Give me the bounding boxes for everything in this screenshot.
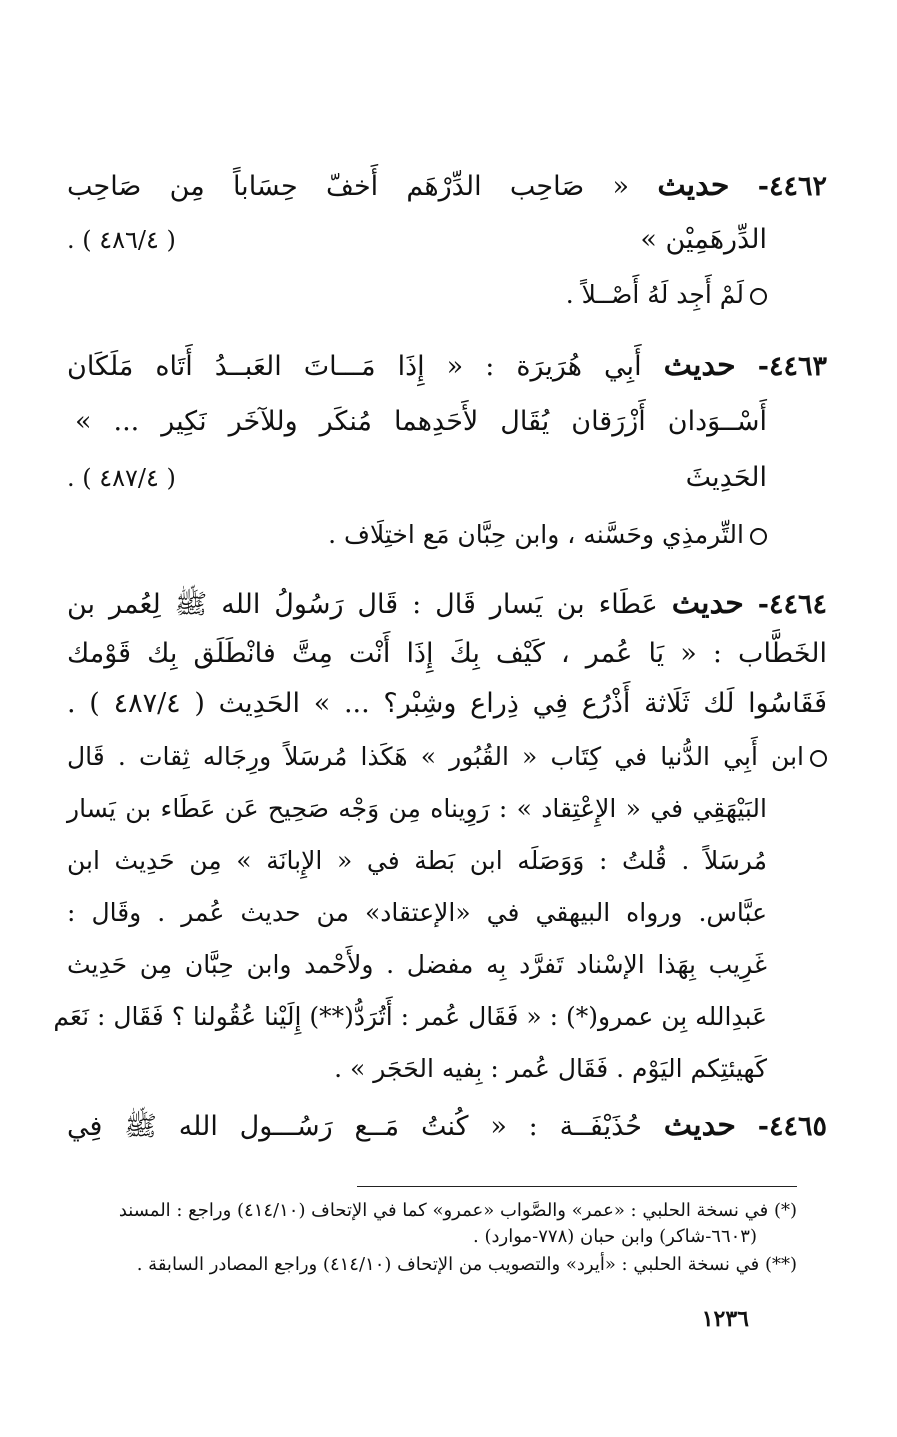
entry-number: ٤٤٦٥-: [757, 1111, 827, 1142]
circle-bullet-icon: [750, 288, 767, 305]
entry-number: ٤٤٦٢-: [757, 171, 827, 202]
entry-first-line: [67, 340, 827, 393]
entry-text-line: أَسْــوَدان أَزْرَقان يُقَال لأَحَدِهما مُنكَر وللآخَر نَكِير ... »: [75, 406, 767, 437]
entry-text-line: الخَطَّاب : « يَا عُمر ، كَيْف بِكَ إِذَا أَنْت مِتَّ فانْطَلَق بِك قَوْمك: [67, 638, 827, 669]
entry-text-line: فَقَاسُوا لَك ثَلَاثة أَذْرُع فِي ذِراع وشِبْر؟ ... » الحَدِيث ( ٤٨٧/٤ ) .: [67, 688, 827, 719]
circle-bullet-icon: [810, 750, 827, 767]
volume-page-ref: ( ٤٨٦/٤ ) .: [67, 226, 176, 254]
entry-text-line: الحَدِيثَ: [685, 462, 767, 493]
source-line: عبَّاس. ورواه البيهقي في «الإعتقاد» من حديث عُمر . وقَال :: [67, 898, 767, 927]
source-line: لَمْ أَجِد لَهُ أَصْــلاً .: [67, 270, 767, 320]
page-number: ١٢٣٦: [701, 1306, 749, 1332]
entry-keyword: حديث: [663, 348, 736, 383]
entry-number: ٤٤٦٣-: [757, 351, 827, 382]
source-line: غَرِيب بِهَذا الإسْناد تَفرَّد بِه مفضل . ولأَحْمد وابن حِبَّان مِن حَدِيث: [67, 950, 767, 979]
entry-first-line: [67, 578, 827, 631]
source-line: ابن أَبِي الدُّنيا في كِتَاب « القُبُور » هَكَذا مُرسَلاً ورِجَاله ثِقات . قَال: [67, 732, 827, 782]
entry-number: ٤٤٦٤-: [757, 589, 827, 620]
entry-text: « صَاحِب الدِّرْهَم أَخفّ حِسَاباً مِن صَاحِب: [67, 171, 630, 202]
footnote-2: (**) في نسخة الحلبي : «أيرد» والتصويب من الإتحاف (٤١٤/١٠) وراجع المصادر السابقة .: [136, 1254, 797, 1275]
entry-keyword: حديث: [663, 1108, 736, 1143]
footnote-1-continued: (٦٦٠٣-شاكر) وابن حبان (٧٧٨-موارد) .: [473, 1226, 757, 1247]
footnote-separator: [357, 1186, 797, 1187]
volume-page-ref: ( ٤٨٧/٤ ) .: [67, 464, 176, 492]
entry-text-line: الدِّرهَمِيْن »: [640, 224, 767, 255]
source-line: البَيْهَقِي في « الإِعْتِقاد » : رَوِيناه مِن وَجْه صَحِيح عَن عَطَاء بن يَسار: [67, 794, 767, 823]
footnote-1: (*) في نسخة الحلبي : «عمر» والصَّواب «عمرو» كما في الإتحاف (٤١٤/١٠) وراجع : المسند: [118, 1200, 797, 1221]
circle-bullet-icon: [750, 528, 767, 545]
entry-first-line: [67, 160, 827, 213]
entry-first-line: [67, 1100, 827, 1153]
entry-text: أَبِي هُرَيرَة : « إِذَا مَـــاتَ العَبــدُ أَتَاه مَلَكَان: [67, 351, 642, 382]
entry-keyword: حديث: [671, 586, 744, 621]
entry-keyword: حديث: [657, 168, 730, 203]
source-line: كَهيئتِكم اليَوْم . فَقَال عُمر : بِفيه الحَجَر » .: [334, 1054, 767, 1083]
source-line: عَبدِالله بِن عمرو(*) : « فَقَال عُمر : أَتُرَدُّ(**) إِلَيْنا عُقُولنا ؟ فَقَال : نَعَم: [53, 1002, 767, 1031]
source-line: التِّرمذِي وحَسَّنه ، وابن حِبَّان مَع اختِلَاف .: [67, 510, 767, 560]
entry-text: عَطَاء بن يَسار قَال : قَال رَسُولُ الله ﷺ لِعُمر بن: [67, 589, 658, 620]
source-line: مُرسَلاً . قُلتُ : وَوَصَلَه ابن بَطة في « الإِبانَة » مِن حَدِيث ابن: [67, 846, 767, 875]
entry-text: حُذَيْفَــة : « كُنتُ مَــع رَسُـــول الله ﷺ فِي: [67, 1111, 642, 1142]
